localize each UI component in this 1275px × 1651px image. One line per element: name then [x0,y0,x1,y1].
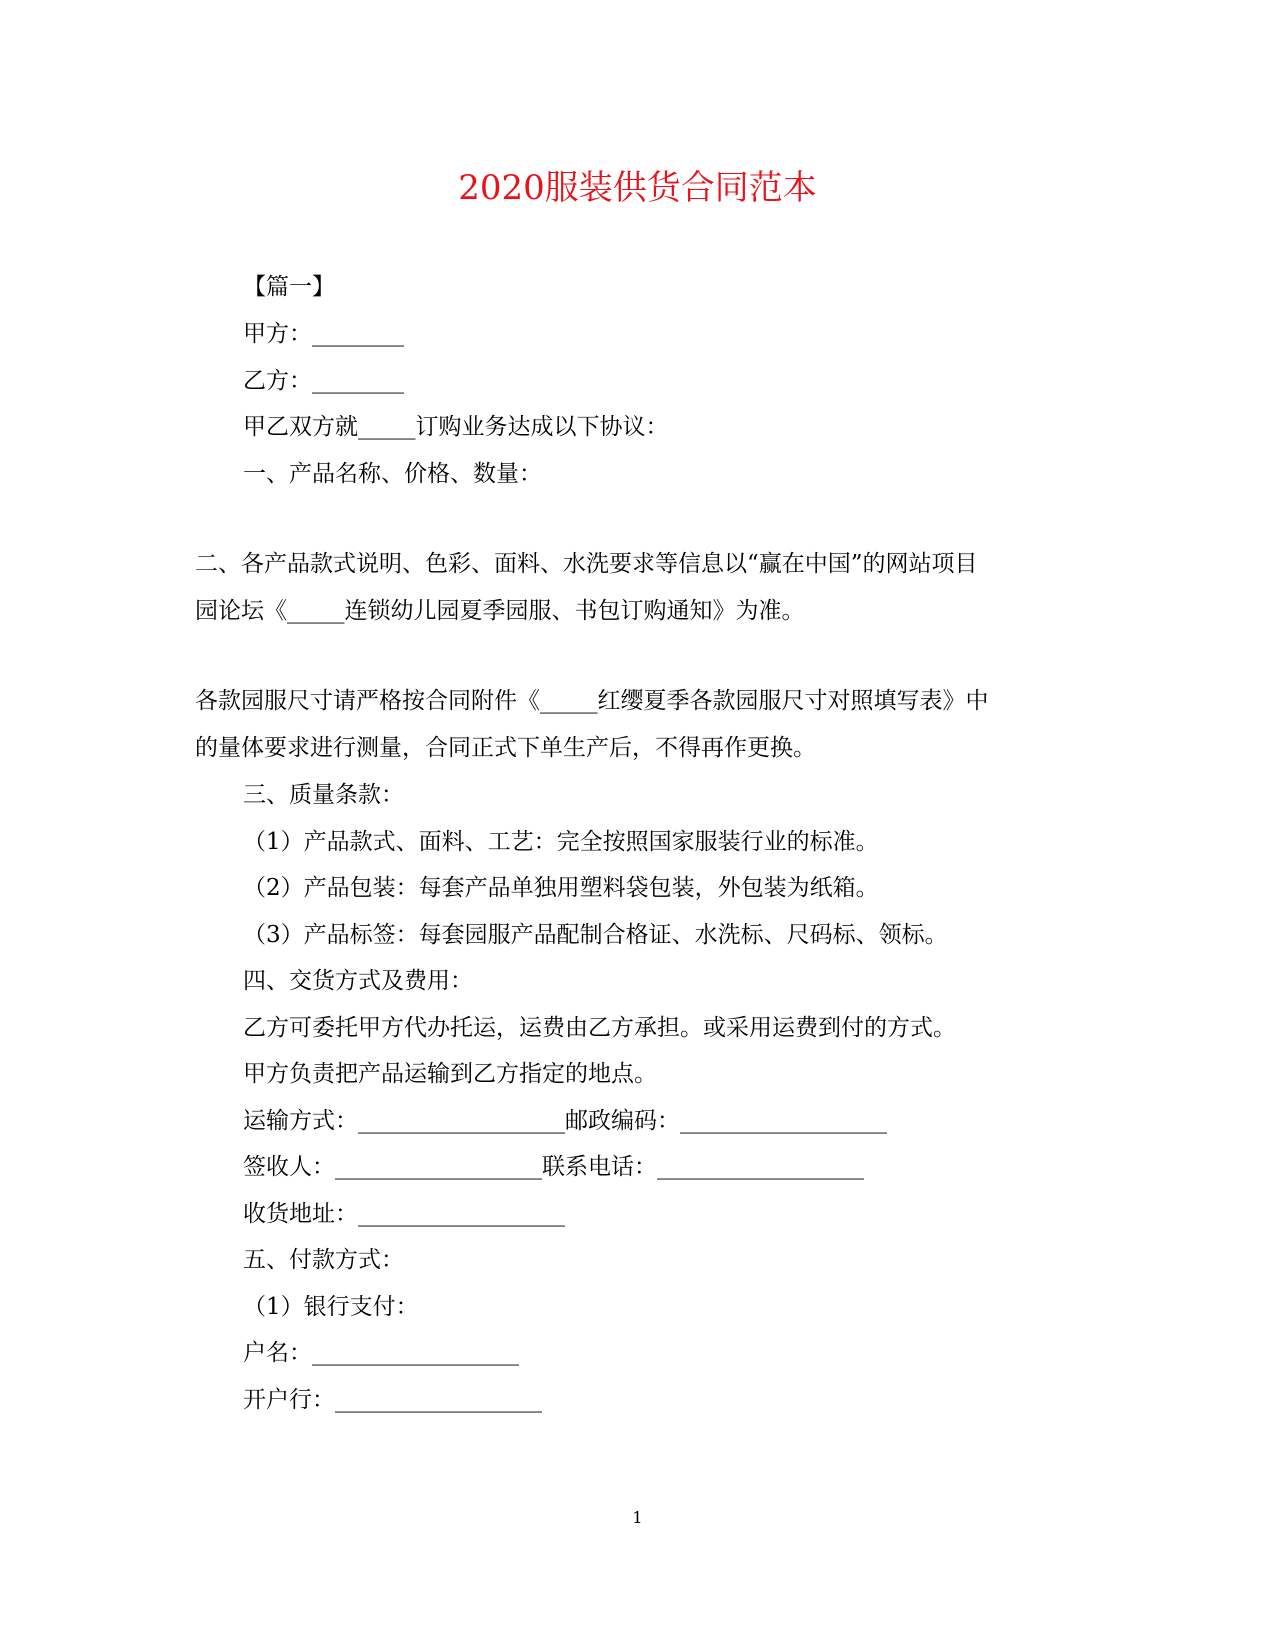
delivery-text-1: 乙方可委托甲方代办托运，运费由乙方承担。或采用运费到付的方式。 [243,1015,956,1041]
quality-item-2: （2）产品包装：每套产品单独用塑料袋包装，外包装为纸箱。 [243,875,879,901]
clause-3-heading: 三、质量条款： [243,782,404,808]
size-paragraph-line-1: 各款园服尺寸请严格按合同附件《_____红缨夏季各款园服尺寸对照填写表》中 [195,688,989,714]
clause-5-heading: 五、付款方式： [243,1247,404,1273]
document-title: 2020服装供货合同范本 [458,168,817,208]
party-b-line: 乙方：________ [243,368,404,394]
party-a-line: 甲方：________ [243,321,404,347]
recipient-phone-line: 签收人：__________________联系电话：__________________ [243,1154,864,1180]
clause-2-text-line-2: 园论坛《_____连锁幼儿园夏季园服、书包订购通知》为准。 [195,598,805,624]
page-number: 1 [632,1508,643,1527]
quality-item-1: （1）产品款式、面料、工艺：完全按照国家服装行业的标准。 [243,829,879,855]
quality-item-3: （3）产品标签：每套园服产品配制合格证、水洗标、尺码标、领标。 [243,922,948,948]
size-paragraph-line-2: 的量体要求进行测量，合同正式下单生产后，不得再作更换。 [195,735,816,761]
section-label: 【篇一】 [243,274,335,300]
delivery-address-line: 收货地址：__________________ [243,1201,565,1227]
payment-item-1: （1）银行支付： [243,1294,419,1320]
delivery-text-2: 甲方负责把产品运输到乙方指定的地点。 [243,1061,657,1087]
bank-line: 开户行：__________________ [243,1387,542,1413]
transport-postcode-line: 运输方式：__________________邮政编码：__________________ [243,1108,887,1134]
account-name-line: 户名：__________________ [243,1340,519,1366]
clause-4-heading: 四、交货方式及费用： [243,968,473,994]
clause-2-text-line-1: 二、各产品款式说明、色彩、面料、水洗要求等信息以“赢在中国”的网站项目 [195,551,978,577]
agreement-intro: 甲乙双方就_____订购业务达成以下协议： [243,414,669,440]
clause-1-heading: 一、产品名称、价格、数量： [243,461,542,487]
